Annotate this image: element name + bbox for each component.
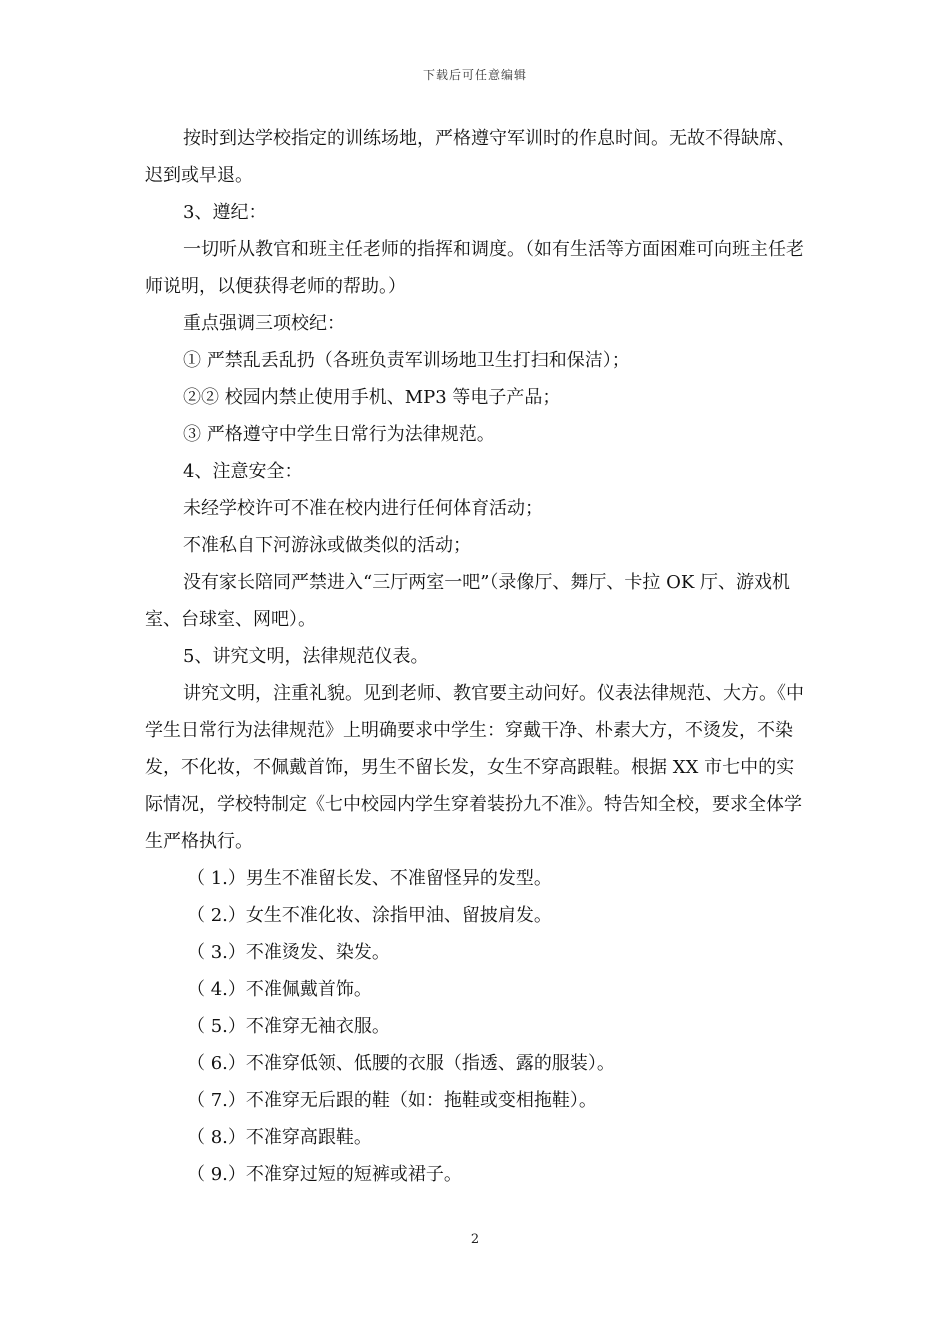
document-body	[145, 120, 810, 1193]
discipline-rule-3: ③ 严格遵守中学生日常行为法律规范。	[183, 424, 495, 445]
dress-rule-6: （ 6.）不准穿低领、低腰的衣服（指透、露的服装）。	[187, 1053, 615, 1074]
paragraph-attendance: 按时到达学校指定的训练场地，严格遵守军训时的作息时间。无故不得缺席、迟到或早退。	[145, 128, 795, 186]
safety-rule-3: 没有家长陪同严禁进入“三厅两室一吧”（录像厅、舞厅、卡拉 OK 厅、游戏机室、台球室、网吧）。	[145, 572, 791, 630]
paragraph-civility: 讲究文明，注重礼貌。见到老师、教官要主动问好。仪表法律规范、大方。《中学生日常行为法律规范》上明确要求中学生：穿戴干净、朴素大方，不烫发，不染发，不化妆，不佩戴首饰，男生不留长发，女生不穿高跟鞋。根据 XX 市七中的实际情况，学校特制定《七中校园内学生穿着装扮九不准》。特告知全校，要求全体学生严格执行。	[145, 683, 804, 852]
section-heading-discipline: 3、遵纪：	[183, 202, 267, 223]
dress-rule-7: （ 7.）不准穿无后跟的鞋（如：拖鞋或变相拖鞋）。	[187, 1090, 597, 1111]
dress-rule-4: （ 4.）不准佩戴首饰。	[187, 979, 372, 1000]
discipline-rules-heading: 重点强调三项校纪：	[183, 313, 345, 334]
dress-rule-2: （ 2.）女生不准化妆、涂指甲油、留披肩发。	[187, 905, 552, 926]
section-heading-civility: 5、讲究文明，法律规范仪表。	[183, 646, 429, 667]
dress-rule-9: （ 9.）不准穿过短的短裤或裙子。	[187, 1164, 462, 1185]
safety-rule-1: 未经学校许可不准在校内进行任何体育活动；	[183, 498, 543, 519]
safety-rule-2: 不准私自下河游泳或做类似的活动；	[183, 535, 471, 556]
dress-rule-8: （ 8.）不准穿高跟鞋。	[187, 1127, 372, 1148]
dress-rule-3: （ 3.）不准烫发、染发。	[187, 942, 390, 963]
page-number: 2	[470, 1232, 480, 1247]
page-header: 下载后可任意编辑	[422, 68, 527, 82]
section-heading-safety: 4、注意安全：	[183, 461, 303, 482]
discipline-rule-2: ②② 校园内禁止使用手机、MP3 等电子产品；	[183, 387, 561, 408]
paragraph-discipline: 一切听从教官和班主任老师的指挥和调度。（如有生活等方面困难可向班主任老师说明，以便获得老师的帮助。）	[145, 239, 804, 297]
dress-rule-5: （ 5.）不准穿无袖衣服。	[187, 1016, 390, 1037]
discipline-rule-1: ① 严禁乱丢乱扔（各班负责军训场地卫生打扫和保洁）；	[183, 350, 630, 371]
dress-rule-1: （ 1.）男生不准留长发、不准留怪异的发型。	[187, 868, 552, 889]
